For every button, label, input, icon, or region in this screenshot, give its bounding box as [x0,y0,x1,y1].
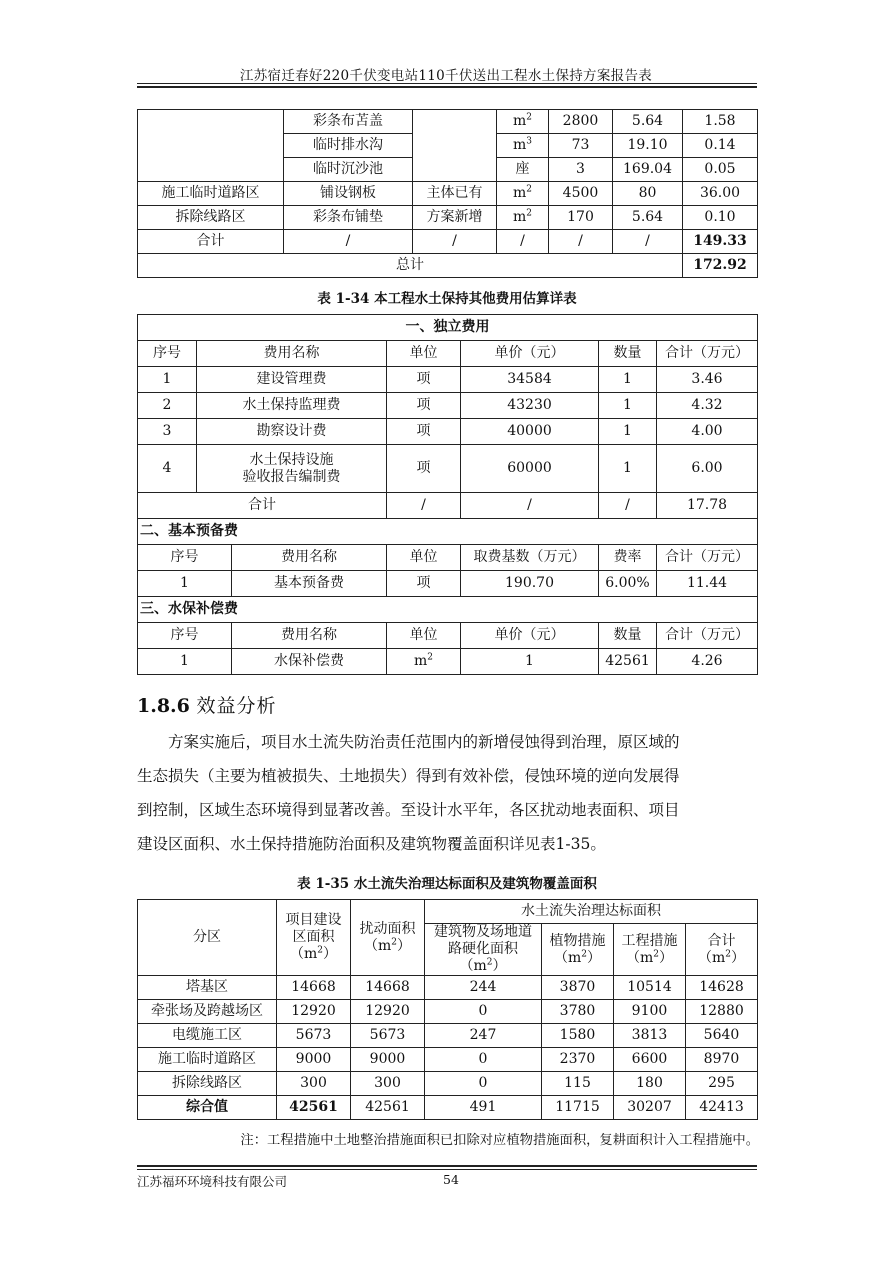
unit-cell: 座 [497,158,549,182]
header-line: $(m^2)$ [625,948,673,966]
col-header: 合计（万元） [657,545,758,571]
col-header: 合计（万元） [657,623,758,649]
zone-cell: 施工临时道路区 [138,1048,277,1072]
header-line: 工程措施 [621,932,678,949]
cell: 3870 [542,976,614,1000]
table-note: 注：工程措施中土地整治措施面积已扣除对应植物措施面积，复耕面积计入工程措施中。 [240,1133,759,1148]
measure-cell: 铺设钢板 [284,182,413,206]
col-header: 数量 [599,341,657,367]
col-header: 单价（元） [461,341,599,367]
slash-cell: / [387,493,461,519]
zone-cell: 拆除线路区 [138,1072,277,1096]
cell: 1 [599,393,657,419]
cell: 295 [686,1072,758,1096]
cell: $m^2$ [387,649,461,675]
measure-cell: 临时排水沟 [284,134,413,158]
table-row [138,419,758,445]
page-number: 54 [443,1172,459,1187]
header-line: 项目建设 [285,912,342,928]
header-rule-thin [137,83,757,84]
cell: 1580 [542,1024,614,1048]
col-header-vegetation [542,924,614,976]
cell: 42561 [599,649,657,675]
cell: 4.00 [657,419,758,445]
table-134-caption: 表 1-34 本工程水土保持其他费用估算详表 [317,291,577,307]
table-header-row [138,623,758,649]
col-header: 数量 [599,623,657,649]
cell: 2370 [542,1048,614,1072]
table-135 [137,899,758,1120]
unit-cell: $m^3$ [497,134,549,158]
cell: 项 [387,419,461,445]
header-line: 植物措施 [549,932,606,949]
slash-cell: / [599,493,657,519]
zone-cell: 拆除线路区 [138,206,284,230]
cell: 3 [138,419,197,445]
cell: 34584 [461,367,599,393]
paragraph-line: 建设区面积、水土保持措施防治面积及建筑物覆盖面积详见表1-35。 [137,835,606,853]
unit-cell: $m^2$ [497,110,549,134]
table-row [138,1048,758,1072]
cell: 14668 [277,976,351,1000]
slash-cell: / [413,230,497,254]
grand-total-value: 172.92 [683,254,758,278]
qty-cell: 170 [549,206,613,230]
zone-cell: 塔基区 [138,976,277,1000]
price-cell: 19.10 [613,134,683,158]
measure-cell: 彩条布铺垫 [284,206,413,230]
cell: 0 [425,1000,542,1024]
cell: 11715 [542,1096,614,1120]
col-header: 单位 [387,623,461,649]
cell: 12920 [351,1000,425,1024]
header-rule-thick [137,86,757,88]
cell: 115 [542,1072,614,1096]
col-header: 费率 [599,545,657,571]
cell: 10514 [614,976,686,1000]
name-line: 验收报告编制费 [242,468,341,485]
cell: 6.00% [599,571,657,597]
cell: 300 [351,1072,425,1096]
col-header: 序号 [138,623,232,649]
col-header-disturbed [351,900,425,976]
cell: 1 [138,571,232,597]
qty-cell: 2800 [549,110,613,134]
cell: 项 [387,571,461,597]
qty-cell: 3 [549,158,613,182]
cell: 190.70 [461,571,599,597]
zone-cell: 电缆施工区 [138,1024,277,1048]
cell [197,445,387,493]
col-header: 序号 [138,545,232,571]
cost-table-continued [137,109,758,278]
section-title: 效益分析 [196,695,277,717]
cell: 8970 [686,1048,758,1072]
cell: 180 [614,1072,686,1096]
col-header-building [425,924,542,976]
header-line: 扰动面积 [359,920,416,937]
header-line: 建筑物及场地道 [434,924,532,940]
table-row [138,182,758,206]
cell: 247 [425,1024,542,1048]
table-row [138,976,758,1000]
section-heading [137,691,277,718]
cell: 300 [277,1072,351,1096]
cell: 12880 [686,1000,758,1024]
header-line: 路硬化面积$(m^2)$ [448,941,518,974]
col-header: 合计（万元） [657,341,758,367]
unit-cell: $m^2$ [497,206,549,230]
col-header: 费用名称 [232,623,387,649]
cell: 水保补偿费 [232,649,387,675]
cell: 43230 [461,393,599,419]
paragraph-line: 到控制，区域生态环境得到显著改善。至设计水平年，各区扰动地表面积、项目 [137,801,680,819]
grand-total-row [138,254,758,278]
cell: 1 [599,367,657,393]
zone-cell: 牵张场及跨越场区 [138,1000,277,1024]
source-cell: 主体已有 [413,182,497,206]
cell: 4.32 [657,393,758,419]
table-row [138,206,758,230]
zone-cell-empty [138,110,284,182]
table-row [138,571,758,597]
total-label: 综合值 [138,1096,277,1120]
cell: 项 [387,367,461,393]
cell: 4.26 [657,649,758,675]
footer-rule-thin [137,1169,757,1170]
subtotal-label: 合计 [138,493,387,519]
cell: 6600 [614,1048,686,1072]
cell: 491 [425,1096,542,1120]
cell: 42413 [686,1096,758,1120]
section-independent-fees: 一、独立费用 [138,315,758,341]
col-header: 单位 [387,545,461,571]
footer-rule-thick [137,1165,757,1167]
cell: 30207 [614,1096,686,1120]
subtotal-label: 合计 [138,230,284,254]
header-line: $(m^2)$ [289,945,337,962]
total-row [138,1096,758,1120]
table-135-caption: 表 1-35 水土流失治理达标面积及建筑物覆盖面积 [297,876,597,892]
cell: 1 [599,419,657,445]
table-row [138,367,758,393]
subtotal-value: 17.78 [657,493,758,519]
total-cell: 0.14 [683,134,758,158]
total-cell: 0.10 [683,206,758,230]
col-header-zone: 分区 [138,900,277,976]
source-cell-empty [413,110,497,182]
table-row [138,110,758,134]
price-cell: 5.64 [613,110,683,134]
cell: 14668 [351,976,425,1000]
cell: 2 [138,393,197,419]
cell: 40000 [461,419,599,445]
col-header-sum: 合计$(m^2)$ [686,924,758,976]
page-header-title: 江苏宿迁春好220千伏变电站110千伏送出工程水土保持方案报告表 [239,68,653,84]
source-cell: 方案新增 [413,206,497,230]
zone-cell: 施工临时道路区 [138,182,284,206]
header-line: 区面积 [292,929,335,945]
col-header: 单价（元） [461,623,599,649]
footer-company: 江苏福环环境科技有限公司 [137,1174,288,1189]
qty-cell: 4500 [549,182,613,206]
price-cell: 169.04 [613,158,683,182]
total-cell: 36.00 [683,182,758,206]
measure-cell: 彩条布苫盖 [284,110,413,134]
paragraph-line: 生态损失（主要为植被损失、土地损失）得到有效补偿，侵蚀环境的逆向发展得 [137,767,680,785]
col-header: 序号 [138,341,197,367]
table-header-row [138,900,758,924]
subtotal-value: 149.33 [683,230,758,254]
cell: 11.44 [657,571,758,597]
col-header: 费用名称 [197,341,387,367]
col-header-area [277,900,351,976]
table-row [138,649,758,675]
grand-total-label: 总计 [138,254,683,278]
cell: 9000 [277,1048,351,1072]
cell: 42561 [351,1096,425,1120]
col-header: 单位 [387,341,461,367]
cell: 6.00 [657,445,758,493]
cell: 建设管理费 [197,367,387,393]
table-row [138,393,758,419]
table-header-row [138,341,758,367]
cell: 水土保持监理费 [197,393,387,419]
section-basic-reserve: 二、基本预备费 [138,519,758,545]
unit-cell: $m^2$ [497,182,549,206]
cell: 5640 [686,1024,758,1048]
cell: 9000 [351,1048,425,1072]
cell: 5673 [351,1024,425,1048]
header-line: $(m^2)$ [363,936,411,954]
table-row [138,1000,758,1024]
paragraph-line: 方案实施后，项目水土流失防治责任范围内的新增侵蚀得到治理，原区域的 [168,733,680,751]
price-cell: 80 [613,182,683,206]
col-header: 取费基数（万元） [461,545,599,571]
cell: 基本预备费 [232,571,387,597]
name-line: 水土保持设施 [249,451,334,468]
col-header: 费用名称 [232,545,387,571]
cell: 勘察设计费 [197,419,387,445]
slash-cell: / [497,230,549,254]
cell: 项 [387,445,461,493]
cell: 1 [461,649,599,675]
slash-cell: / [461,493,599,519]
section-compensation-fee: 三、水保补偿费 [138,597,758,623]
price-cell: 5.64 [613,206,683,230]
cell: 1 [138,367,197,393]
cell: 0 [425,1048,542,1072]
header-line: $(m^2)$ [553,948,601,966]
cell: 42561 [277,1096,351,1120]
cell: 0 [425,1072,542,1096]
cell: 项 [387,393,461,419]
col-header-group: 水土流失治理达标面积 [425,900,758,924]
cell: 1 [138,649,232,675]
cell: 60000 [461,445,599,493]
table-row [138,445,758,493]
total-cell: 1.58 [683,110,758,134]
col-header-engineering [614,924,686,976]
cell: 12920 [277,1000,351,1024]
cell: 3813 [614,1024,686,1048]
cell: 1 [599,445,657,493]
measure-cell: 临时沉沙池 [284,158,413,182]
cell: 3780 [542,1000,614,1024]
qty-cell: 73 [549,134,613,158]
table-134 [137,314,758,675]
cell: 244 [425,976,542,1000]
cell: 14628 [686,976,758,1000]
section-number: 1.8.6 [137,695,190,717]
cell: 3.46 [657,367,758,393]
slash-cell: / [549,230,613,254]
subtotal-row [138,493,758,519]
slash-cell: / [613,230,683,254]
cell: 4 [138,445,197,493]
slash-cell: / [284,230,413,254]
cell: 5673 [277,1024,351,1048]
subtotal-row [138,230,758,254]
cell: 9100 [614,1000,686,1024]
total-cell: 0.05 [683,158,758,182]
table-row [138,1072,758,1096]
table-row [138,1024,758,1048]
table-header-row [138,545,758,571]
